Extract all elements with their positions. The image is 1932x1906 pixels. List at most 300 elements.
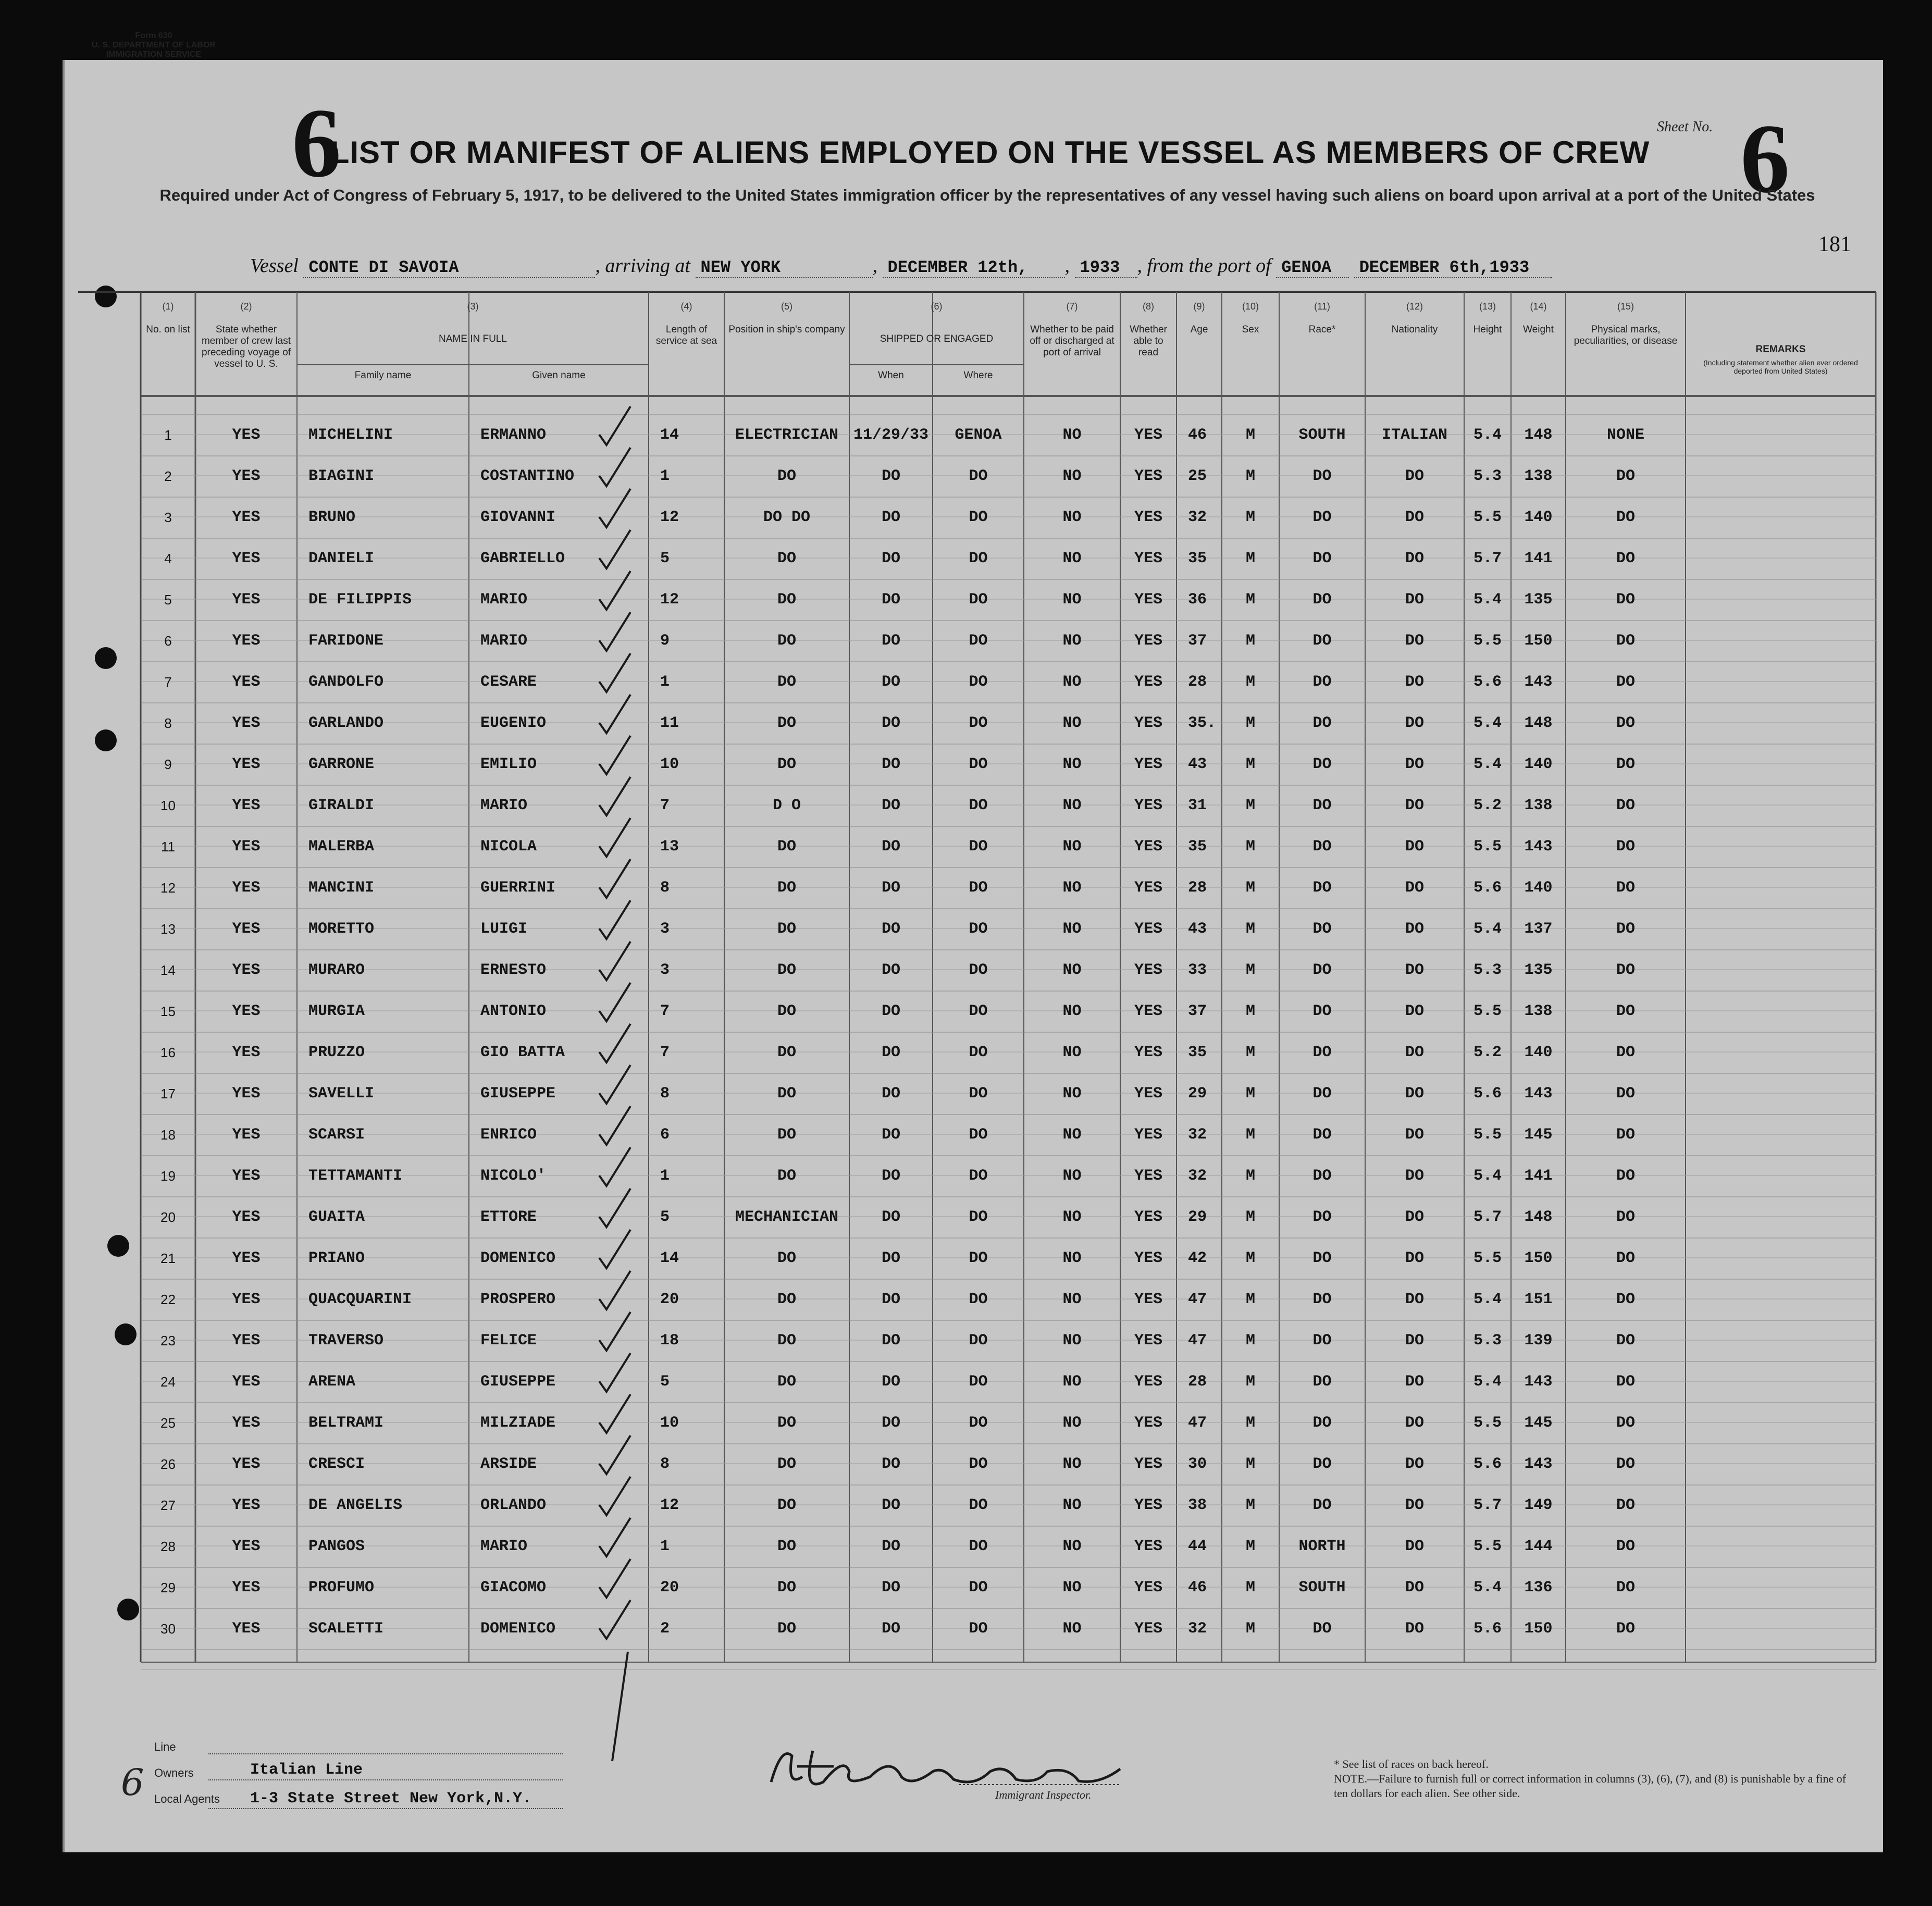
sex: M xyxy=(1245,550,1255,567)
shipped-where: DO xyxy=(969,838,988,856)
age: 28 xyxy=(1188,1373,1207,1391)
prior-voyage: YES xyxy=(232,797,261,814)
height: 5.6 xyxy=(1473,673,1502,691)
height: 5.7 xyxy=(1473,1496,1502,1514)
weight: 141 xyxy=(1524,1167,1553,1185)
weight: 145 xyxy=(1524,1414,1553,1432)
sex: M xyxy=(1245,714,1255,732)
age: 32 xyxy=(1188,1126,1207,1144)
race: SOUTH xyxy=(1298,426,1346,444)
physical-marks: DO xyxy=(1616,714,1635,732)
row-number: 8 xyxy=(164,715,172,731)
able-to-read: YES xyxy=(1134,1455,1162,1473)
service-length: 20 xyxy=(660,1291,679,1308)
weight: 140 xyxy=(1524,879,1553,897)
prior-voyage: YES xyxy=(232,467,261,485)
service-length: 12 xyxy=(660,509,679,526)
check-mark xyxy=(599,1394,630,1433)
height: 5.3 xyxy=(1473,467,1502,485)
nationality: DO xyxy=(1405,1538,1424,1555)
row-number: 15 xyxy=(160,1004,176,1019)
position: D O xyxy=(772,797,801,814)
age: 38 xyxy=(1188,1496,1207,1514)
column-header: Physical marks, peculiarities, or disease xyxy=(1574,324,1678,346)
family-name: SCALETTI xyxy=(308,1620,384,1638)
height: 5.5 xyxy=(1473,509,1502,526)
row-number: 30 xyxy=(160,1621,176,1637)
family-name: SAVELLI xyxy=(308,1085,375,1103)
weight: 148 xyxy=(1524,1208,1553,1226)
shipped-where: DO xyxy=(969,550,988,567)
family-name: MALERBA xyxy=(308,838,375,856)
shipped-when: DO xyxy=(881,1126,900,1144)
sex: M xyxy=(1245,920,1255,938)
sex: M xyxy=(1245,632,1255,650)
height: 5.4 xyxy=(1473,591,1502,609)
position: DO xyxy=(777,1455,796,1473)
shipped-when: DO xyxy=(881,714,900,732)
column-number: (15) xyxy=(1617,301,1634,312)
sex: M xyxy=(1245,1044,1255,1061)
physical-marks: DO xyxy=(1616,1620,1635,1638)
position: DO xyxy=(777,1579,796,1596)
column-header: Position in ship's company xyxy=(728,324,845,335)
physical-marks: DO xyxy=(1616,838,1635,856)
shipped-where: DO xyxy=(969,1620,988,1638)
shipped-when: 11/29/33 xyxy=(853,426,929,444)
given-name: MILZIADE xyxy=(480,1414,556,1432)
paid-off: NO xyxy=(1062,797,1082,814)
column-subheader: Given name xyxy=(532,370,586,381)
check-mark xyxy=(599,1600,630,1639)
physical-marks: DO xyxy=(1616,673,1635,691)
departure-port: GENOA xyxy=(1276,258,1349,278)
position: DO xyxy=(777,1167,796,1185)
shipped-when: DO xyxy=(881,1208,900,1226)
check-mark xyxy=(599,1312,630,1351)
physical-marks: DO xyxy=(1616,509,1635,526)
department-text: U. S. DEPARTMENT OF LABOR xyxy=(92,41,216,49)
position: DO xyxy=(777,467,796,485)
paid-off: NO xyxy=(1062,1579,1082,1596)
race: DO xyxy=(1312,1414,1332,1432)
physical-marks: DO xyxy=(1616,1208,1635,1226)
family-name: PRUZZO xyxy=(308,1044,365,1061)
age: 43 xyxy=(1188,920,1207,938)
prior-voyage: YES xyxy=(232,961,261,979)
sex: M xyxy=(1245,1002,1255,1020)
service-text: IMMIGRATION SERVICE xyxy=(106,50,202,59)
age: 35. xyxy=(1188,714,1217,732)
sex: M xyxy=(1245,1373,1255,1391)
position: DO xyxy=(777,1332,796,1350)
physical-marks: DO xyxy=(1616,1455,1635,1473)
physical-marks: DO xyxy=(1616,467,1635,485)
fine-note: NOTE.—Failure to furnish full or correct information in columns (3), (6), (7), and (8) is punishable by a fine of ten dollars for each alien. See other side. xyxy=(1334,1772,1847,1800)
service-length: 12 xyxy=(660,591,679,609)
service-length: 18 xyxy=(660,1332,679,1350)
able-to-read: YES xyxy=(1134,1002,1162,1020)
column-header: Age xyxy=(1190,324,1208,335)
physical-marks: DO xyxy=(1616,1126,1635,1144)
race: DO xyxy=(1312,797,1332,814)
family-name: PRIANO xyxy=(308,1249,365,1267)
service-length: 2 xyxy=(660,1620,670,1638)
able-to-read: YES xyxy=(1134,1496,1162,1514)
height: 5.4 xyxy=(1473,1579,1502,1596)
inspector-label: Immigrant Inspector. xyxy=(995,1788,1092,1801)
race: DO xyxy=(1312,632,1332,650)
nationality: DO xyxy=(1405,1414,1424,1432)
weight: 138 xyxy=(1524,797,1553,814)
prior-voyage: YES xyxy=(232,1579,261,1596)
able-to-read: YES xyxy=(1134,797,1162,814)
physical-marks: DO xyxy=(1616,1249,1635,1267)
age: 28 xyxy=(1188,673,1207,691)
family-name: GUAITA xyxy=(308,1208,365,1226)
weight: 150 xyxy=(1524,632,1553,650)
able-to-read: YES xyxy=(1134,961,1162,979)
check-mark xyxy=(599,1106,630,1145)
family-name: MANCINI xyxy=(308,879,375,897)
height: 5.4 xyxy=(1473,1291,1502,1308)
service-length: 1 xyxy=(660,673,670,691)
position: DO xyxy=(777,714,796,732)
able-to-read: YES xyxy=(1134,509,1162,526)
paid-off: NO xyxy=(1062,714,1082,732)
nationality: DO xyxy=(1405,1455,1424,1473)
height: 5.5 xyxy=(1473,1002,1502,1020)
prior-voyage: YES xyxy=(232,1538,261,1555)
nationality: ITALIAN xyxy=(1381,426,1448,444)
big-number-right: 6 xyxy=(1740,104,1790,214)
race: DO xyxy=(1312,1249,1332,1267)
nationality: DO xyxy=(1405,1496,1424,1514)
position: DO xyxy=(777,961,796,979)
family-name: TRAVERSO xyxy=(308,1332,384,1350)
check-mark xyxy=(599,653,630,692)
row-number: 3 xyxy=(164,510,172,525)
given-name: GIACOMO xyxy=(480,1579,547,1596)
prior-voyage: YES xyxy=(232,673,261,691)
check-mark xyxy=(599,406,630,445)
physical-marks: DO xyxy=(1616,1044,1635,1061)
prior-voyage: YES xyxy=(232,632,261,650)
shipped-where: DO xyxy=(969,1332,988,1350)
paid-off: NO xyxy=(1062,509,1082,526)
nationality: DO xyxy=(1405,797,1424,814)
able-to-read: YES xyxy=(1134,1291,1162,1308)
prior-voyage: YES xyxy=(232,1496,261,1514)
able-to-read: YES xyxy=(1134,1044,1162,1061)
race: DO xyxy=(1312,920,1332,938)
age: 35 xyxy=(1188,550,1207,567)
shipped-where: DO xyxy=(969,673,988,691)
prior-voyage: YES xyxy=(232,756,261,773)
page-number: 181 xyxy=(1818,232,1851,256)
voyage-line: Vessel CONTE DI SAVOIA , arriving at NEW YORK , DECEMBER 12th, , 1933 , from the port of GENOA DECEMBER 6th,1933 xyxy=(250,254,1552,278)
nationality: DO xyxy=(1405,1085,1424,1103)
physical-marks: DO xyxy=(1616,1085,1635,1103)
race: DO xyxy=(1312,1291,1332,1308)
position: DO xyxy=(777,591,796,609)
weight: 148 xyxy=(1524,714,1553,732)
shipped-when: DO xyxy=(881,550,900,567)
height: 5.4 xyxy=(1473,714,1502,732)
family-name: DE ANGELIS xyxy=(308,1496,403,1514)
check-mark xyxy=(599,1271,630,1309)
given-name: ERMANNO xyxy=(480,426,547,444)
physical-marks: DO xyxy=(1616,920,1635,938)
shipped-where: DO xyxy=(969,1249,988,1267)
sex: M xyxy=(1245,426,1255,444)
nationality: DO xyxy=(1405,1126,1424,1144)
given-name: MARIO xyxy=(480,797,528,814)
age: 30 xyxy=(1188,1455,1207,1473)
weight: 138 xyxy=(1524,467,1553,485)
race: SOUTH xyxy=(1298,1579,1346,1596)
height: 5.5 xyxy=(1473,1538,1502,1555)
sex: M xyxy=(1245,591,1255,609)
column-header: Weight xyxy=(1523,324,1554,335)
prior-voyage: YES xyxy=(232,879,261,897)
prior-voyage: YES xyxy=(232,1373,261,1391)
able-to-read: YES xyxy=(1134,1208,1162,1226)
height: 5.6 xyxy=(1473,879,1502,897)
column-header: Sex xyxy=(1242,324,1259,335)
shipped-when: DO xyxy=(881,509,900,526)
given-name: ORLANDO xyxy=(480,1496,547,1514)
able-to-read: YES xyxy=(1134,550,1162,567)
family-name: MURARO xyxy=(308,961,365,979)
able-to-read: YES xyxy=(1134,426,1162,444)
agents-field xyxy=(208,1808,563,1809)
shipped-when: DO xyxy=(881,879,900,897)
sex: M xyxy=(1245,1496,1255,1514)
weight: 135 xyxy=(1524,591,1553,609)
prior-voyage: YES xyxy=(232,1455,261,1473)
sex: M xyxy=(1245,961,1255,979)
shipped-when: DO xyxy=(881,1373,900,1391)
shipped-where: DO xyxy=(969,1085,988,1103)
weight: 148 xyxy=(1524,426,1553,444)
nationality: DO xyxy=(1405,673,1424,691)
age: 37 xyxy=(1188,1002,1207,1020)
sex: M xyxy=(1245,838,1255,856)
age: 33 xyxy=(1188,961,1207,979)
row-number: 21 xyxy=(160,1251,176,1266)
column-header: REMARKS xyxy=(1755,344,1806,355)
race: DO xyxy=(1312,1620,1332,1638)
check-mark xyxy=(599,900,630,939)
shipped-when: DO xyxy=(881,1167,900,1185)
check-mark xyxy=(599,1065,630,1104)
age: 35 xyxy=(1188,1044,1207,1061)
physical-marks: DO xyxy=(1616,1373,1635,1391)
nationality: DO xyxy=(1405,1249,1424,1267)
column-number: (2) xyxy=(240,301,252,312)
weight: 151 xyxy=(1524,1291,1553,1308)
given-name: DOMENICO xyxy=(480,1620,556,1638)
paid-off: NO xyxy=(1062,1085,1082,1103)
physical-marks: NONE xyxy=(1606,426,1644,444)
shipped-when: DO xyxy=(881,1620,900,1638)
height: 5.6 xyxy=(1473,1620,1502,1638)
height: 5.4 xyxy=(1473,426,1502,444)
service-length: 10 xyxy=(660,1414,679,1432)
shipped-when: DO xyxy=(881,1414,900,1432)
sex: M xyxy=(1245,509,1255,526)
paid-off: NO xyxy=(1062,1249,1082,1267)
physical-marks: DO xyxy=(1616,632,1635,650)
height: 5.6 xyxy=(1473,1455,1502,1473)
shipped-when: DO xyxy=(881,1291,900,1308)
row-number: 1 xyxy=(164,427,172,443)
shipped-where: DO xyxy=(969,1167,988,1185)
shipped-when: DO xyxy=(881,1538,900,1555)
prior-voyage: YES xyxy=(232,1414,261,1432)
weight: 143 xyxy=(1524,838,1553,856)
check-mark xyxy=(599,489,630,527)
family-name: PROFUMO xyxy=(308,1579,375,1596)
column-header: Whether to be paid off or discharged at port of arrival xyxy=(1030,324,1114,358)
weight: 135 xyxy=(1524,961,1553,979)
position: DO xyxy=(777,920,796,938)
column-number: (11) xyxy=(1314,301,1330,312)
position: MECHANICIAN xyxy=(735,1208,839,1226)
position: DO xyxy=(777,1414,796,1432)
shipped-where: DO xyxy=(969,1414,988,1432)
row-number: 24 xyxy=(160,1374,176,1390)
check-mark xyxy=(599,1147,630,1186)
shipped-when: DO xyxy=(881,1002,900,1020)
given-name: NICOLO' xyxy=(480,1167,547,1185)
weight: 143 xyxy=(1524,1455,1553,1473)
family-name: MICHELINI xyxy=(308,426,393,444)
height: 5.3 xyxy=(1473,1332,1502,1350)
shipped-when: DO xyxy=(881,1579,900,1596)
shipped-where: DO xyxy=(969,879,988,897)
service-length: 20 xyxy=(660,1579,679,1596)
race: DO xyxy=(1312,1167,1332,1185)
row-number: 19 xyxy=(160,1168,176,1184)
position: DO xyxy=(777,632,796,650)
race: DO xyxy=(1312,550,1332,567)
nationality: DO xyxy=(1405,1002,1424,1020)
race: DO xyxy=(1312,509,1332,526)
shipped-where: DO xyxy=(969,1208,988,1226)
shipped-when: DO xyxy=(881,797,900,814)
column-number: (7) xyxy=(1066,301,1078,312)
prior-voyage: YES xyxy=(232,1085,261,1103)
agents-value: 1-3 State Street New York,N.Y. xyxy=(250,1790,532,1808)
position: DO xyxy=(777,1620,796,1638)
position: DO xyxy=(777,1126,796,1144)
able-to-read: YES xyxy=(1134,632,1162,650)
vessel-label: Vessel xyxy=(250,255,299,277)
family-name: QUACQUARINI xyxy=(308,1291,412,1308)
nationality: DO xyxy=(1405,1291,1424,1308)
service-length: 3 xyxy=(660,920,670,938)
height: 5.5 xyxy=(1473,1126,1502,1144)
family-name: DE FILIPPIS xyxy=(308,591,412,609)
sex: M xyxy=(1245,1455,1255,1473)
prior-voyage: YES xyxy=(232,509,261,526)
nationality: DO xyxy=(1405,1208,1424,1226)
shipped-where: DO xyxy=(969,1291,988,1308)
column-number: (9) xyxy=(1193,301,1205,312)
column-subheader: Family name xyxy=(354,370,412,381)
shipped-when: DO xyxy=(881,1085,900,1103)
check-mark xyxy=(599,1353,630,1392)
able-to-read: YES xyxy=(1134,838,1162,856)
sex: M xyxy=(1245,1538,1255,1555)
position: DO xyxy=(777,1085,796,1103)
paid-off: NO xyxy=(1062,426,1082,444)
nationality: DO xyxy=(1405,1044,1424,1061)
weight: 139 xyxy=(1524,1332,1553,1350)
service-length: 8 xyxy=(660,1455,670,1473)
nationality: DO xyxy=(1405,838,1424,856)
sex: M xyxy=(1245,1249,1255,1267)
column-header: Height xyxy=(1473,324,1502,335)
paid-off: NO xyxy=(1062,1373,1082,1391)
paid-off: NO xyxy=(1062,1002,1082,1020)
shipped-where: DO xyxy=(969,961,988,979)
nationality: DO xyxy=(1405,1373,1424,1391)
family-name: BIAGINI xyxy=(308,467,375,485)
weight: 136 xyxy=(1524,1579,1553,1596)
physical-marks: DO xyxy=(1616,1291,1635,1308)
prior-voyage: YES xyxy=(232,550,261,567)
paid-off: NO xyxy=(1062,1332,1082,1350)
able-to-read: YES xyxy=(1134,1414,1162,1432)
arriving-label: , arriving at xyxy=(595,255,690,277)
given-name: NICOLA xyxy=(480,838,537,856)
row-number: 23 xyxy=(160,1333,176,1348)
shipped-when: DO xyxy=(881,632,900,650)
column-header: Length of service at sea xyxy=(655,324,717,346)
able-to-read: YES xyxy=(1134,467,1162,485)
sex: M xyxy=(1245,1579,1255,1596)
check-mark xyxy=(599,571,630,610)
height: 5.5 xyxy=(1473,1414,1502,1432)
age: 35 xyxy=(1188,838,1207,856)
able-to-read: YES xyxy=(1134,1167,1162,1185)
able-to-read: YES xyxy=(1134,1126,1162,1144)
nationality: DO xyxy=(1405,550,1424,567)
arrival-year: 1933 xyxy=(1075,258,1137,278)
prior-voyage: YES xyxy=(232,1044,261,1061)
age: 46 xyxy=(1188,1579,1207,1596)
check-mark xyxy=(599,1024,630,1062)
shipped-where: DO xyxy=(969,1002,988,1020)
shipped-where: DO xyxy=(969,1373,988,1391)
check-mark xyxy=(599,777,630,815)
column-header: SHIPPED OR ENGAGED xyxy=(880,333,994,344)
family-name: ARENA xyxy=(308,1373,356,1391)
position: DO DO xyxy=(763,509,810,526)
age: 28 xyxy=(1188,879,1207,897)
height: 5.7 xyxy=(1473,550,1502,567)
prior-voyage: YES xyxy=(232,838,261,856)
nationality: DO xyxy=(1405,879,1424,897)
able-to-read: YES xyxy=(1134,714,1162,732)
paid-off: NO xyxy=(1062,1496,1082,1514)
age: 43 xyxy=(1188,756,1207,773)
sex: M xyxy=(1245,797,1255,814)
shipped-when: DO xyxy=(881,1249,900,1267)
